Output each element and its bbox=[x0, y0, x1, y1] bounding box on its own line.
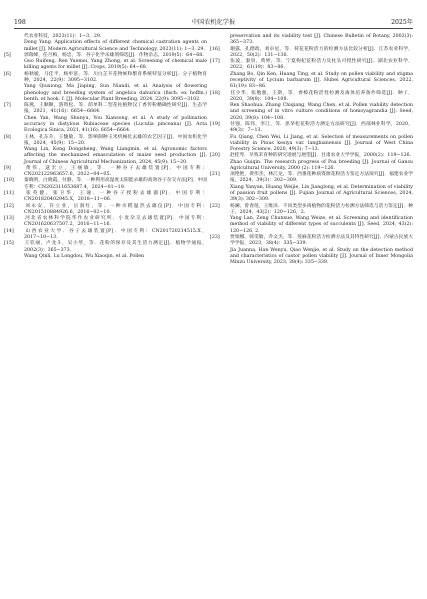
reference-number: [9] bbox=[4, 165, 11, 171]
reference-entry bbox=[210, 121, 413, 135]
reference-entry bbox=[220, 185, 413, 204]
reference-number: [21] bbox=[210, 172, 220, 178]
reference-text: 刘永安，许立业，岳润红，等．一种水稻温热去雄仪[P]．中国专利：CN201510884926.6，2016−02−10. bbox=[24, 203, 207, 215]
reference-text: 付强，陈伟，李江，等．思茅松花粉活力测定方法研究[J]．西部林业科学，2020，49(3)：7−13. bbox=[230, 121, 413, 134]
reference-entry bbox=[220, 160, 413, 173]
reference-text: 河北省农林科学院华作农业研究所．小麦杂交去雄装置[P]．中国专利：CN201620637507.2，2016−11−16. bbox=[24, 216, 207, 228]
reference-entry bbox=[210, 59, 413, 72]
page-header bbox=[14, 10, 413, 29]
reference-number: [12] bbox=[4, 203, 14, 209]
reference-number: [16] bbox=[210, 46, 220, 52]
reference-text: Ren Shaohua, Zhang Chiqiang, Wang Chen, et al. Pollen viability detection and screening of in vitro culture conditions of homoyagrandia [J]. Seed, 2020, 39(8): 104−108. bbox=[230, 103, 413, 121]
reference-entry bbox=[220, 135, 413, 154]
reference-entry bbox=[4, 103, 207, 116]
reference-number: [22] bbox=[210, 203, 220, 209]
reference-entry bbox=[210, 203, 413, 217]
reference-entry bbox=[210, 46, 413, 60]
reference-number: [15] bbox=[4, 241, 14, 247]
reference-text: Wang Lin, Kong Dongsheng, Wang Liangmin, et al. Agronomic factors affecting the mechanized emasculation of maize seed production [J]. Journal of Chinese Agricultural Mechanization, 2024, 45(9): 15−20. bbox=[24, 147, 207, 165]
reference-text: 山西农业大学．谷子去雄装置[P]．中国专利：CN201720214515.X，2017−10−13. bbox=[24, 228, 207, 240]
reference-text: 王林，孔东升，王馥敏，等．影响制种玉米机械化去雄的农艺因子[J]．中国农机化学报，2024，45(9)：15−20. bbox=[24, 134, 207, 146]
reference-text: Yang Qiuxiong, Ma Jiaping, Sun Niandi, et al. Analysis of flowering phenology and breeding system of angelica dahurica (fisch. ex hoffm.) benth. et hook. f. [J]. Molecular Plant Breeding, 2024, 22(9): 3095−3102. bbox=[24, 84, 207, 102]
reference-entry bbox=[14, 147, 207, 166]
reference-entry bbox=[220, 34, 413, 47]
journal-title: 中国农机化学报 bbox=[191, 19, 236, 26]
reference-text: 王钦丽，卢龙斗，吴小琴，等．花粉的保存及其生活力测定[J]．植物学通报，2002(3)：365−373. bbox=[24, 241, 207, 253]
left-column bbox=[4, 34, 207, 591]
reference-number: [18] bbox=[210, 90, 220, 96]
page-number: 198 bbox=[14, 19, 26, 26]
right-column bbox=[210, 34, 413, 591]
reference-entry bbox=[4, 228, 207, 242]
reference-entry bbox=[4, 191, 207, 204]
reference-entry bbox=[4, 216, 207, 229]
reference-text: Zhao Guiqin. The research progress of Poa breeding [J]. Journal of Gansu Agricultural University, 2000 (2): 119−126. bbox=[230, 159, 413, 171]
reference-text: Zhang Bo, Qin Ken, Huang Ting, et al. Study on pollen viability and stigma receptivity of Lycium barbarum [J]. Hubei Agricultural Sciences, 2022, 61(19): 83−86. bbox=[230, 71, 413, 90]
reference-text: 黄伟，逯宏立，王丽敏，等．一种谷子去雄装置[P]．中国专利：CN202122963657.6，2022−04−05. bbox=[24, 165, 207, 178]
reference-entry bbox=[4, 71, 207, 85]
reference-text: Wang Qinli, Lu Longdou, Wu Xiaoqin, et al. Pollen bbox=[24, 253, 145, 259]
reference-entry bbox=[14, 84, 207, 103]
reference-text: Chen Yan, Wang Shunyu, You Xiansong, et al. A study of pollination accuracy in distylous Rubiaceae species (Luculia pinceana) [J]. Acta Ecologica Sinica, 2021, 41(16): 6654−6664. bbox=[24, 115, 207, 134]
reference-text: preservation and its viability test [J]. Chinese Bulletin of Botany, 2002(3): 365−373. bbox=[230, 34, 413, 46]
reference-text: Xiang Yanyan, Huang Weijie, Lin Jianglong, et al. Determination of viability of passion fruit pollens [J]. Fujian Journal of Agricultural Sciences, 2024, 39(3): 302−309. bbox=[230, 184, 413, 203]
reference-entry bbox=[14, 116, 207, 135]
reference-entry bbox=[4, 134, 207, 148]
reference-text: Fu Qiang, Chen Wei, Li Jiang, et al. Selection of measurements on pollen viability in Pinus kesiya var. langbianensis [J]. Journal of West China Forestry Science, 2020, 49(3): 7−13. bbox=[230, 134, 413, 153]
reference-entry bbox=[220, 72, 413, 91]
reference-text: 贾娟娜，韩雯敏，乔文杰，等．莲麻花粉活力检测方法及其特性研究[J]．内蒙古民族大学学报，2023，38(4)：335−339. bbox=[230, 235, 413, 247]
reference-text: Dong Yang. Application effects of different chemical castration agents on millet [J]. Modern Agricultural Science and Technology, 2023(11): 1−3, 29. bbox=[24, 40, 207, 52]
reference-entry bbox=[210, 90, 413, 104]
reference-entry bbox=[14, 40, 207, 53]
reference-number: [10] bbox=[4, 178, 14, 184]
reference-text: 项艳艳，黄伟杰，林江龙，等．西番莲种质资源花粉活力鉴定方法探究[J]．福建农业学报，2024，39(3)：302−309. bbox=[230, 172, 413, 184]
reference-entry bbox=[4, 178, 207, 191]
reference-text: 杨澜，曾春莲，王维泽．不同类型多肉植物的花粉活力检测方法筛选与活力鉴定[J]．种子，2024，43(2)：120−126，2. bbox=[230, 203, 413, 215]
reference-entry bbox=[210, 235, 413, 248]
reference-number: [14] bbox=[4, 228, 14, 234]
reference-number: [6] bbox=[4, 71, 11, 77]
reference-text: Jia Juanna, Han Wenyu, Qiao Wenjie, et al. Study on the detection method and characteristics of castor pollen viability [J]. Journal of Inner Mongolia Minzu University, 2023, 38(4): 335−339. bbox=[230, 247, 413, 266]
reference-entry bbox=[220, 103, 413, 122]
reference-text: 杨秋媛，马佳平，杨牟富，等．川白芷开花物候和繁育系统特征分析[J]．分子植物育种，2024，22(9)：3095−3102. bbox=[24, 71, 207, 83]
reference-number: [19] bbox=[210, 121, 220, 127]
reference-text: 张波，秦垦，黄婷，等．宁夏枸杞花粉活力及柱头可授性研究[J]．湖北农业科学，2022，61(19)：83−86. bbox=[230, 59, 413, 71]
reference-text: 秦晓明，白晓霞，付静，等．一种利用高湿度太阳能杀雄的高效谷子杂交方法[P]．中国专利：CN202311653687.4，2024−01−19. bbox=[24, 178, 207, 190]
reference-number: [5] bbox=[4, 52, 11, 58]
reference-entry bbox=[210, 172, 413, 185]
reference-text: Guo Ruifeng, Ren Yuemei, Yang Zhong, et al. Screening of chemical male killing agents for millet [J]. Crops, 2019(5): 64−68. bbox=[24, 59, 207, 71]
reference-text: 代农业科技，2023(11)：1−3，29. bbox=[24, 34, 102, 39]
reference-number: [17] bbox=[210, 59, 220, 65]
reference-entry bbox=[4, 241, 207, 254]
year: 2025年 bbox=[391, 19, 413, 26]
references-body bbox=[4, 34, 413, 591]
reference-text: 郭瑞峰，任月梅，杨忠，等．谷子化学杀雄剂筛选[J]．作物杂志，2019(5)：64−68. bbox=[24, 52, 204, 58]
reference-number: [20] bbox=[210, 153, 220, 159]
reference-text: 赵桂琴．早熟禾育种的研究进展与展望[J]．甘肃农业大学学报，2000(2)：119−126. bbox=[230, 153, 412, 159]
reference-text: 任少华，张勉强，王斯，等．香樟花粉活性检测及离体培养条件筛选[J]．种子，2020，39(8)：104−108. bbox=[230, 90, 413, 102]
reference-entry bbox=[220, 248, 413, 267]
reference-number: [11] bbox=[4, 191, 14, 197]
reference-text: Yang Lan, Zeng Chunxue, Wang Weize, et al. Screening and identification method of viability of different types of succulents [J]. Seed, 2024, 43(2): 120−126, 2. bbox=[230, 216, 413, 234]
reference-number: [13] bbox=[4, 216, 14, 222]
reference-entry bbox=[14, 254, 207, 260]
reference-number: [8] bbox=[4, 134, 11, 140]
reference-entry bbox=[220, 216, 413, 235]
reference-entry bbox=[4, 203, 207, 217]
reference-entry bbox=[14, 59, 207, 72]
reference-number: [23] bbox=[210, 235, 220, 240]
reference-text: 陈燕，王顺顺，游资松，等．荫单科二型花柱植物汉丁香传粉精确性研究[J]．生态学报，2021，41(16)：6654−6664. bbox=[24, 103, 207, 115]
reference-entry bbox=[4, 165, 207, 179]
reference-text: 谢露，孔德政，刘卓星，等．荷花花粉活力的检测方法比较分析[J]．江苏农业科学，2022，50(2)：131−136. bbox=[230, 46, 413, 58]
reference-number: [7] bbox=[4, 103, 11, 109]
reference-text: 张英健，张卫华，王通．一种谷子授粉去雄器[P]．中国专利：CN201820402945.X，2018−11−06. bbox=[24, 191, 207, 203]
